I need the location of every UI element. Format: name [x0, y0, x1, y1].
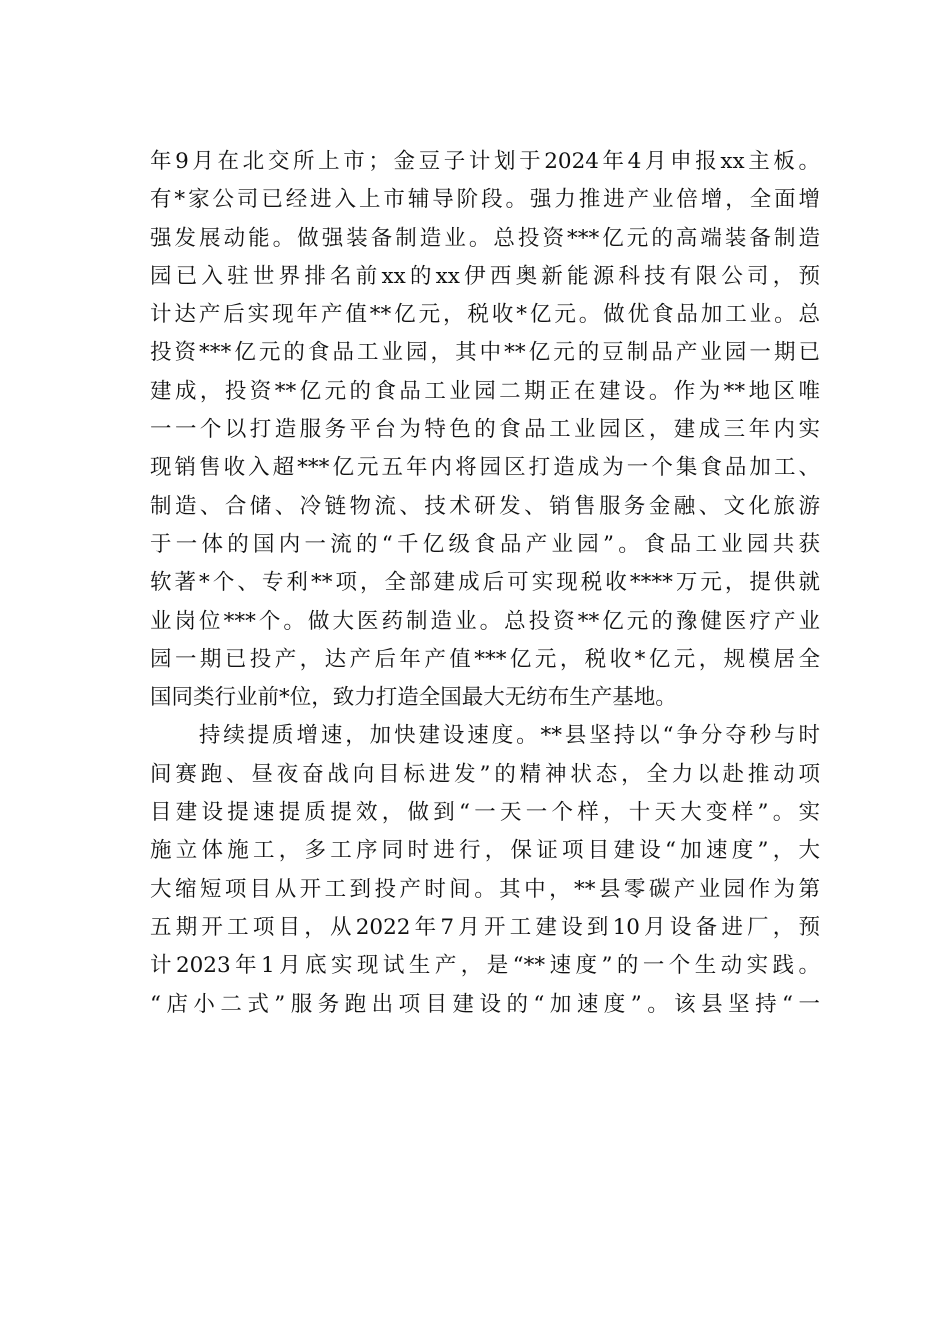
text-line: “店小二式”服务跑出项目建设的“加速度”。该县坚持“一	[150, 991, 820, 1017]
text-line: 年9月在北交所上市；金豆子计划于2024年4月申报xx主板。	[150, 149, 820, 174]
text-line: 有*家公司已经进入上市辅导阶段。强力推进产业倍增，全面增	[150, 187, 820, 213]
text-line: 制造、合储、冷链物流、技术研发、销售服务金融、文化旅游	[150, 493, 820, 519]
text-line: 于一体的国内一流的“千亿级食品产业园”。食品工业园共获	[150, 531, 820, 557]
text-line: 强发展动能。做强装备制造业。总投资***亿元的高端装备制造	[150, 225, 820, 251]
text-line: 计达产后实现年产值**亿元，税收*亿元。做优食品加工业。总	[150, 302, 820, 328]
text-line: 业岗位***个。做大医药制造业。总投资**亿元的豫健医疗产业	[150, 608, 820, 634]
text-line: 现销售收入超***亿元五年内将园区打造成为一个集食品加工、	[150, 455, 820, 481]
paragraph-1	[150, 143, 820, 717]
text-line: 大缩短项目从开工到投产时间。其中，**县零碳产业园作为第	[150, 876, 820, 902]
text-line: 建成，投资**亿元的食品工业园二期正在建设。作为**地区唯	[150, 378, 820, 404]
text-line: 园一期已投产，达产后年产值***亿元，税收*亿元，规模居全	[150, 646, 820, 672]
document-body	[150, 143, 820, 1024]
text-line: 间赛跑、昼夜奋战向目标进发”的精神状态，全力以赴推动项	[150, 761, 820, 787]
text-line: 持续提质增速，加快建设速度。**县坚持以“争分夺秒与时	[150, 723, 820, 749]
text-line: 软著*个、专利**项，全部建成后可实现税收****万元，提供就	[150, 570, 820, 596]
text-line: 目建设提速提质提效，做到“一天一个样，十天大变样”。实	[150, 800, 820, 826]
text-line: 国同类行业前*位，致力打造全国最大无纺布生产基地。	[150, 685, 677, 711]
text-line: 投资***亿元的食品工业园，其中**亿元的豆制品产业园一期已	[150, 340, 820, 366]
text-line: 五期开工项目，从2022年7月开工建设到10月设备进厂，预	[150, 914, 820, 940]
text-line: 一一个以打造服务平台为特色的食品工业园区，建成三年内实	[150, 417, 820, 443]
text-line: 施立体施工，多工序同时进行，保证项目建设“加速度”，大	[150, 838, 820, 864]
text-line: 计2023年1月底实现试生产，是“**速度”的一个生动实践。	[150, 953, 820, 979]
paragraph-2	[150, 717, 820, 1023]
text-line: 园已入驻世界排名前xx的xx伊西奥新能源科技有限公司，预	[150, 263, 820, 289]
